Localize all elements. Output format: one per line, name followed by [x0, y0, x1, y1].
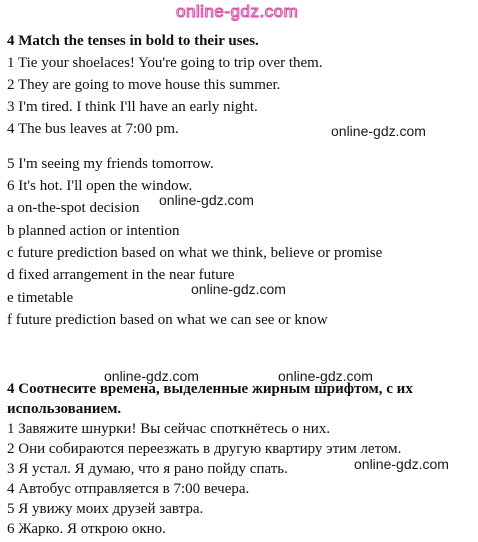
watermark: online-gdz.com	[354, 456, 449, 472]
use-a: a on-the-spot decision	[7, 200, 140, 216]
use-c: c future prediction based on what we think, believe or promise	[7, 245, 383, 261]
sentence-2-en: 2 They are going to move house this summer.	[7, 77, 281, 93]
sentence-6-en: 6 It's hot. I'll open the window.	[7, 178, 193, 194]
sentence-6-ru: 6 Жарко. Я открою окно.	[7, 521, 166, 537]
sentence-4-en: 4 The bus leaves at 7:00 pm.	[7, 121, 179, 137]
sentence-2-ru: 2 Они собираются переезжать в другую квартиру этим летом.	[7, 441, 402, 457]
use-d: d fixed arrangement in the near future	[7, 267, 235, 283]
watermark: online-gdz.com	[278, 368, 373, 384]
use-e: e timetable	[7, 290, 74, 306]
sentence-5-en: 5 I'm seeing my friends tomorrow.	[7, 156, 214, 172]
watermark: online-gdz.com	[159, 192, 254, 208]
use-f: f future prediction based on what we can see or know	[7, 312, 328, 328]
watermark: online-gdz.com	[331, 123, 426, 139]
sentence-4-ru: 4 Автобус отправляется в 7:00 вечера.	[7, 481, 250, 497]
exercise-title-ru-line1: 4 Соотнесите времена, выделенные жирным шрифтом, с их	[7, 381, 413, 397]
watermark: online-gdz.com	[191, 281, 286, 297]
exercise-title-en: 4 Match the tenses in bold to their uses.	[7, 33, 259, 49]
sentence-3-en: 3 I'm tired. I think I'll have an early night.	[7, 99, 258, 115]
exercise-title-ru-line2: использованием.	[7, 401, 122, 417]
header-watermark: online-gdz.com	[176, 2, 299, 21]
sentence-3-ru: 3 Я устал. Я думаю, что я рано пойду спать.	[7, 461, 288, 477]
use-b: b planned action or intention	[7, 223, 180, 239]
sentence-1-en: 1 Tie your shoelaces! You're going to trip over them.	[7, 55, 323, 71]
sentence-1-ru: 1 Завяжите шнурки! Вы сейчас споткнётесь о них.	[7, 421, 331, 437]
watermark: online-gdz.com	[104, 368, 199, 384]
sentence-5-ru: 5 Я увижу моих друзей завтра.	[7, 501, 204, 517]
